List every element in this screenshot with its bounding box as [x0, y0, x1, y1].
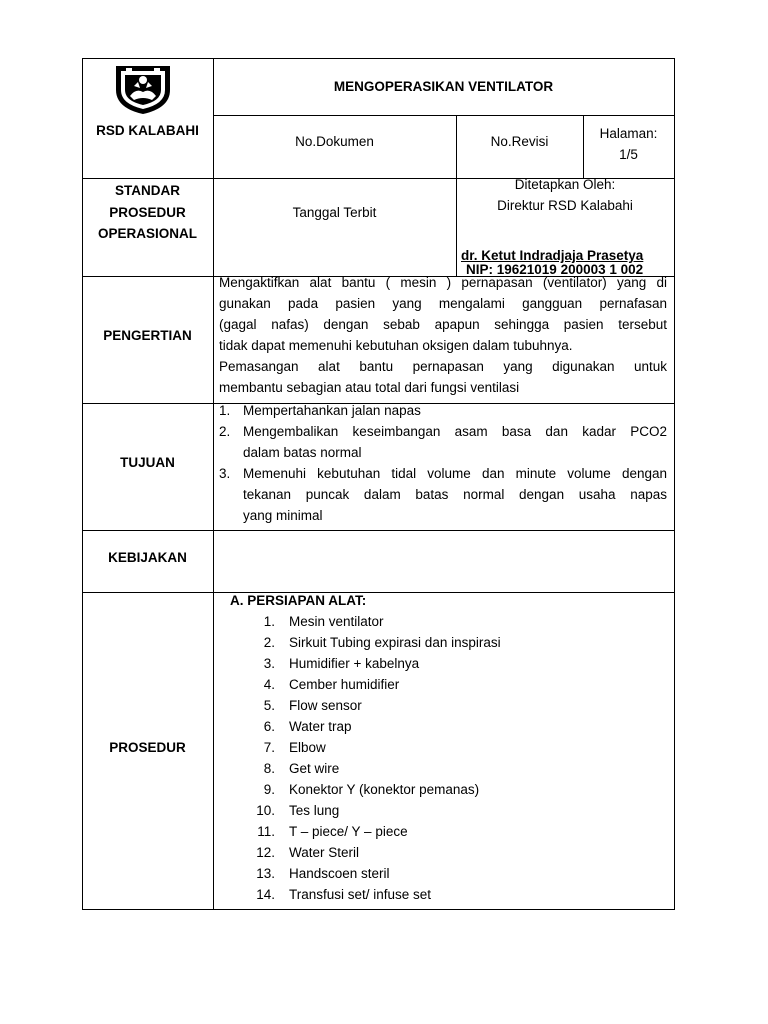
list-item-text: T – piece/ Y – piece: [289, 824, 408, 839]
signer-nip: NIP: 19621019 200003 1 002: [466, 262, 644, 277]
list-item-number: 9.: [263, 782, 275, 797]
kebijakan-label: KEBIJAKAN: [108, 550, 187, 565]
list-item: 3. Memenuhi kebutuhan tidal volume dan minute volume dengan tekanan puncak dalam batas normal dengan usaha napas yang minimal: [219, 466, 667, 523]
list-item-text: Cember humidifier: [289, 677, 400, 692]
list-item: [219, 737, 667, 758]
prosedur-label: PROSEDUR: [109, 740, 186, 755]
pengertian-text: Mengaktifkan alat bantu ( mesin ) pernapasan (ventilator) yang di gunakan pada pasien yang mengalami gangguan pernafasan (gagal nafas) dengan sebab apapun sehingga pasien tersebut tidak dapat memenuhi kebutuhan oksigen dalam tubuhnya. Pemasangan alat bantu pernapasan yang digunakan untuk membantu sebagian atau total dari fungsi ventilasi: [219, 275, 667, 395]
list-item-text: Konektor Y (konektor pemanas): [289, 782, 480, 797]
list-item-text: Tes lung: [289, 803, 340, 818]
list-item-number: 14.: [256, 887, 275, 902]
list-item: 1. Mempertahankan jalan napas: [219, 403, 421, 418]
document-title: MENGOPERASIKAN VENTILATOR: [333, 79, 554, 94]
sop-line-1: STANDAR: [115, 183, 180, 198]
no-dokumen-label: No.Dokumen: [295, 134, 374, 149]
halaman-value: 1/5: [619, 147, 638, 162]
list-item-number: 8.: [263, 761, 275, 776]
list-item-text: Mesin ventilator: [289, 614, 384, 629]
list-item-text: Water trap: [289, 719, 352, 734]
list-item: [219, 863, 667, 884]
pengertian-label: PENGERTIAN: [103, 328, 192, 343]
direktur-label: Direktur RSD Kalabahi: [497, 198, 633, 213]
list-item: [219, 716, 667, 737]
list-item-text: Transfusi set/ infuse set: [289, 887, 432, 902]
regency-crest-icon: [112, 62, 174, 116]
halaman-label: Halaman:: [599, 126, 658, 141]
ditetapkan-label: Ditetapkan Oleh:: [514, 177, 616, 192]
list-item: [219, 884, 667, 905]
sop-line-3: OPERASIONAL: [97, 226, 197, 241]
list-item-text: Elbow: [289, 740, 326, 755]
list-item-number: 12.: [256, 845, 275, 860]
signer-name: dr. Ketut Indradjaja Prasetya: [461, 248, 644, 263]
list-item-text: Water Steril: [289, 845, 360, 860]
list-item-number: 10.: [256, 803, 275, 818]
list-item: [219, 611, 667, 632]
prosedur-list: [219, 611, 667, 905]
tanggal-terbit-label: Tanggal Terbit: [292, 205, 377, 220]
tujuan-list: [219, 400, 667, 526]
list-item-number: 6.: [263, 719, 275, 734]
list-item-number: 3.: [263, 656, 275, 671]
list-item-number: 5.: [263, 698, 275, 713]
no-revisi-label: No.Revisi: [490, 134, 549, 149]
list-item: [219, 800, 667, 821]
sop-line-2: PROSEDUR: [109, 205, 186, 220]
list-item: [219, 674, 667, 695]
list-item-text: Get wire: [289, 761, 340, 776]
list-item-text: Humidifier + kabelnya: [289, 656, 420, 671]
list-item: [219, 632, 667, 653]
tujuan-label: TUJUAN: [120, 455, 175, 470]
list-item-text: Sirkuit Tubing expirasi dan inspirasi: [289, 635, 501, 650]
list-item-number: 11.: [257, 824, 275, 839]
list-item-number: 2.: [263, 635, 275, 650]
list-item: [219, 695, 667, 716]
list-item-number: 1.: [263, 614, 275, 629]
list-item-text: Handscoen steril: [289, 866, 390, 881]
list-item-number: 4.: [263, 677, 275, 692]
list-item: 2. Mengembalikan keseimbangan asam basa dan kadar PCO2 dalam batas normal: [219, 424, 667, 460]
list-item: [219, 842, 667, 863]
list-item-number: 7.: [263, 740, 275, 755]
list-item-text: Flow sensor: [289, 698, 362, 713]
hospital-name: RSD KALABAHI: [96, 123, 199, 138]
list-item: [219, 758, 667, 779]
list-item-number: 13.: [256, 866, 275, 881]
list-item: [219, 653, 667, 674]
list-item: [219, 779, 667, 800]
list-item: [219, 821, 667, 842]
section-a-heading: A. PERSIAPAN ALAT:: [230, 593, 367, 608]
